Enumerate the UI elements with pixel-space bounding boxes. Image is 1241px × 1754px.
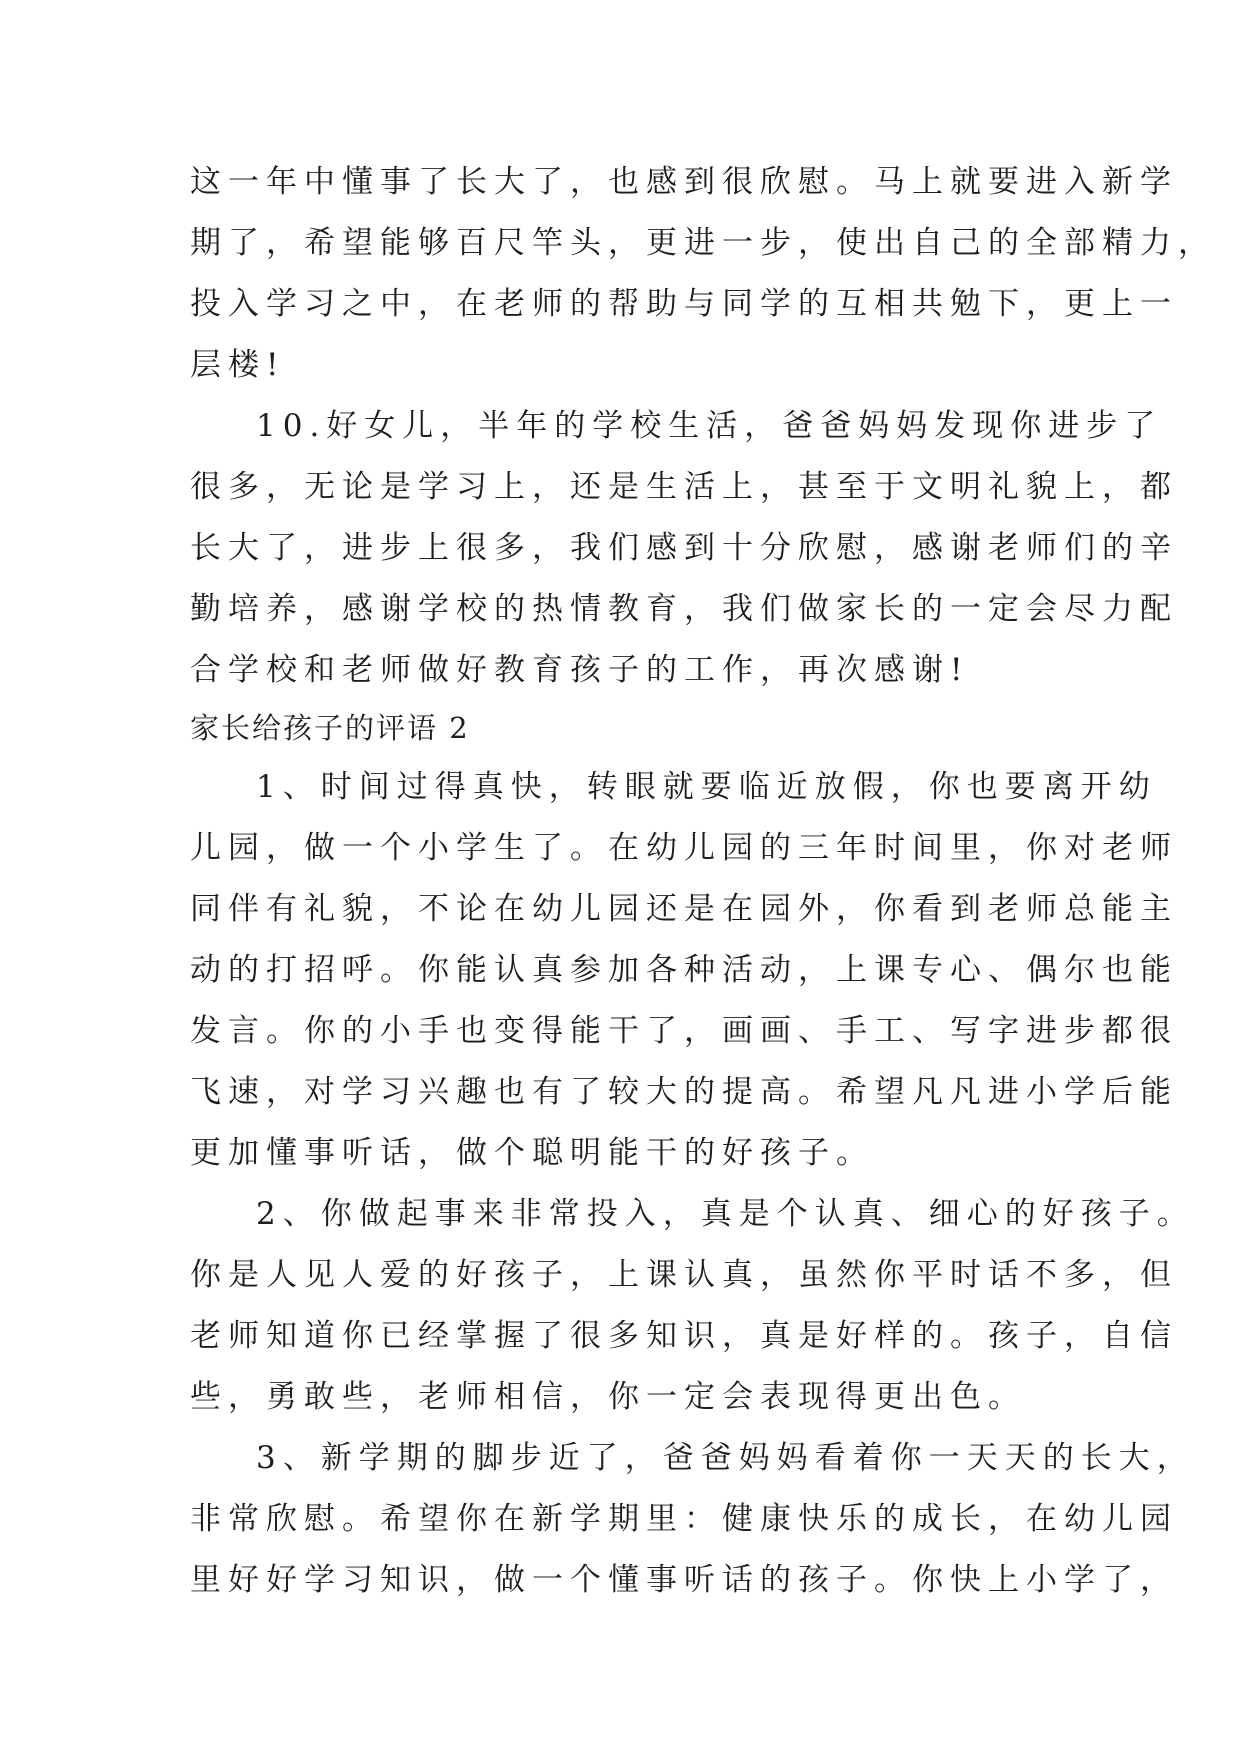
text-line: 里好好学习知识，做一个懂事听话的孩子。你快上小学了， — [190, 1562, 1178, 1598]
text-line: 层楼! — [190, 347, 286, 383]
text-line: 1、时间过得真快，转眼就要临近放假，你也要离开幼 — [256, 769, 1157, 805]
text-line: 2、你做起事来非常投入，真是个认真、细心的好孩子。 — [256, 1196, 1195, 1232]
text-line: 期了，希望能够百尺竿头，更进一步，使出自己的全部精力， — [190, 225, 1216, 261]
text-line: 飞速，对学习兴趣也有了较大的提高。希望凡凡进小学后能 — [190, 1074, 1178, 1110]
text-line: 长大了，进步上很多，我们感到十分欣慰，感谢老师们的辛 — [190, 530, 1178, 566]
paragraph-10 — [190, 396, 1178, 701]
text-line: 非常欣慰。希望你在新学期里：健康快乐的成长，在幼儿园 — [190, 1501, 1178, 1537]
section-heading: 家长给孩子的评语 2 — [190, 711, 470, 745]
text-line: 合学校和老师做好教育孩子的工作，再次感谢! — [190, 652, 970, 688]
text-line: 这一年中懂事了长大了，也感到很欣慰。马上就要进入新学 — [190, 164, 1178, 200]
text-line: 3、新学期的脚步近了，爸爸妈妈看着你一天天的长大， — [256, 1440, 1195, 1476]
text-line: 很多，无论是学习上，还是生活上，甚至于文明礼貌上，都 — [190, 469, 1178, 505]
text-line: 动的打招呼。你能认真参加各种活动，上课专心、偶尔也能 — [190, 952, 1178, 988]
text-line: 你是人见人爱的好孩子，上课认真，虽然你平时话不多，但 — [190, 1257, 1178, 1293]
text-line: 发言。你的小手也变得能干了，画画、手工、写字进步都很 — [190, 1013, 1178, 1049]
paragraph-continuation — [190, 152, 1216, 396]
document-body — [190, 152, 1216, 1611]
text-line: 更加懂事听话，做个聪明能干的好孩子。 — [190, 1135, 874, 1171]
text-line: 投入学习之中，在老师的帮助与同学的互相共勉下，更上一 — [190, 286, 1178, 322]
paragraph-2 — [190, 1184, 1195, 1428]
text-line: 同伴有礼貌，不论在幼儿园还是在园外，你看到老师总能主 — [190, 891, 1178, 927]
text-line: 儿园，做一个小学生了。在幼儿园的三年时间里，你对老师 — [190, 830, 1178, 866]
text-line: 老师知道你已经掌握了很多知识，真是好样的。孩子，自信 — [190, 1318, 1178, 1354]
text-line: 勤培养，感谢学校的热情教育，我们做家长的一定会尽力配 — [190, 591, 1178, 627]
text-line: 10.好女儿，半年的学校生活，爸爸妈妈发现你进步了 — [256, 408, 1163, 444]
text-line: 些，勇敢些，老师相信，你一定会表现得更出色。 — [190, 1379, 1026, 1415]
paragraph-1 — [190, 757, 1178, 1184]
paragraph-3 — [190, 1428, 1195, 1611]
